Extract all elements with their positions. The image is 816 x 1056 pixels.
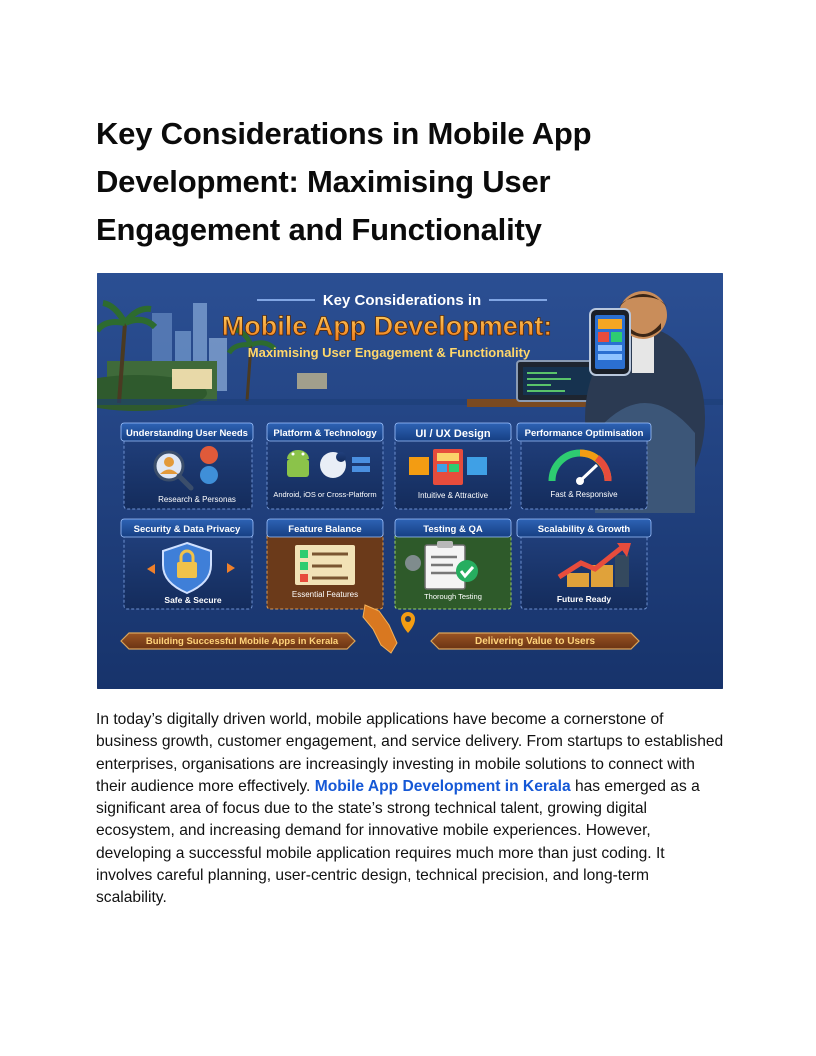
card-platform-technology <box>267 423 383 509</box>
card-performance-optimisation <box>517 423 651 509</box>
card-title: Platform & Technology <box>273 428 377 439</box>
paragraph-text-after-link: has emerged as a significant area of focus due to the state’s strong technical talent, growing digital ecosystem, and increasing demand for innovative mobile experiences. However, developing a successful mobile application requires much more than just coding. It involves careful planning, user-centric design, technical precision, and long-term scalability. <box>96 777 700 907</box>
banner-right <box>431 633 639 649</box>
card-testing-qa <box>395 519 511 609</box>
card-scalability-growth <box>517 519 651 609</box>
card-caption: Thorough Testing <box>424 592 482 601</box>
card-title: Testing & QA <box>423 524 483 535</box>
card-caption: Safe & Secure <box>164 595 222 605</box>
card-title: Feature Balance <box>288 524 362 535</box>
page-title: Key Considerations in Mobile App Development: Maximising User Engagement and Functionality <box>96 116 592 247</box>
card-title: Performance Optimisation <box>524 428 644 439</box>
checklist-icon <box>295 545 355 585</box>
intro-paragraph <box>96 709 724 910</box>
hero-infographic <box>97 273 723 689</box>
card-understanding-user-needs <box>121 423 253 509</box>
card-caption: Research & Personas <box>158 495 236 504</box>
infographic-subheadline: Maximising User Engagement & Functionality <box>247 345 531 360</box>
card-title: UI / UX Design <box>415 428 491 440</box>
card-title: Security & Data Privacy <box>133 524 241 535</box>
card-title: Understanding User Needs <box>126 428 248 439</box>
paragraph-text-before-link: In today’s digitally driven world, mobile applications have become a cornerstone of business growth, customer engagement, and service delivery. From startups to established enterprises, organisations are increasingly investing in mobile solutions to connect with their audience more effectively. <box>96 711 724 795</box>
banner-left <box>121 633 355 649</box>
kerala-app-development-link[interactable]: Mobile App Development in Kerala <box>314 777 571 795</box>
infographic-headline: Mobile App Development: <box>221 311 553 341</box>
infographic-kicker: Key Considerations in <box>322 292 482 309</box>
card-caption: Fast & Responsive <box>550 490 618 499</box>
card-title: Scalability & Growth <box>537 524 631 535</box>
card-caption: Intuitive & Attractive <box>417 491 489 500</box>
card-caption: Future Ready <box>556 594 612 604</box>
banner-right-text: Delivering Value to Users <box>474 636 596 647</box>
card-ui-ux-design <box>395 423 511 509</box>
card-caption: Essential Features <box>291 590 359 599</box>
card-feature-balance <box>267 519 383 609</box>
banner-left-text: Building Successful Mobile Apps in Kerala <box>145 636 339 647</box>
card-security-data-privacy <box>121 519 253 609</box>
card-caption: Android, iOS or Cross-Platform <box>273 490 377 499</box>
